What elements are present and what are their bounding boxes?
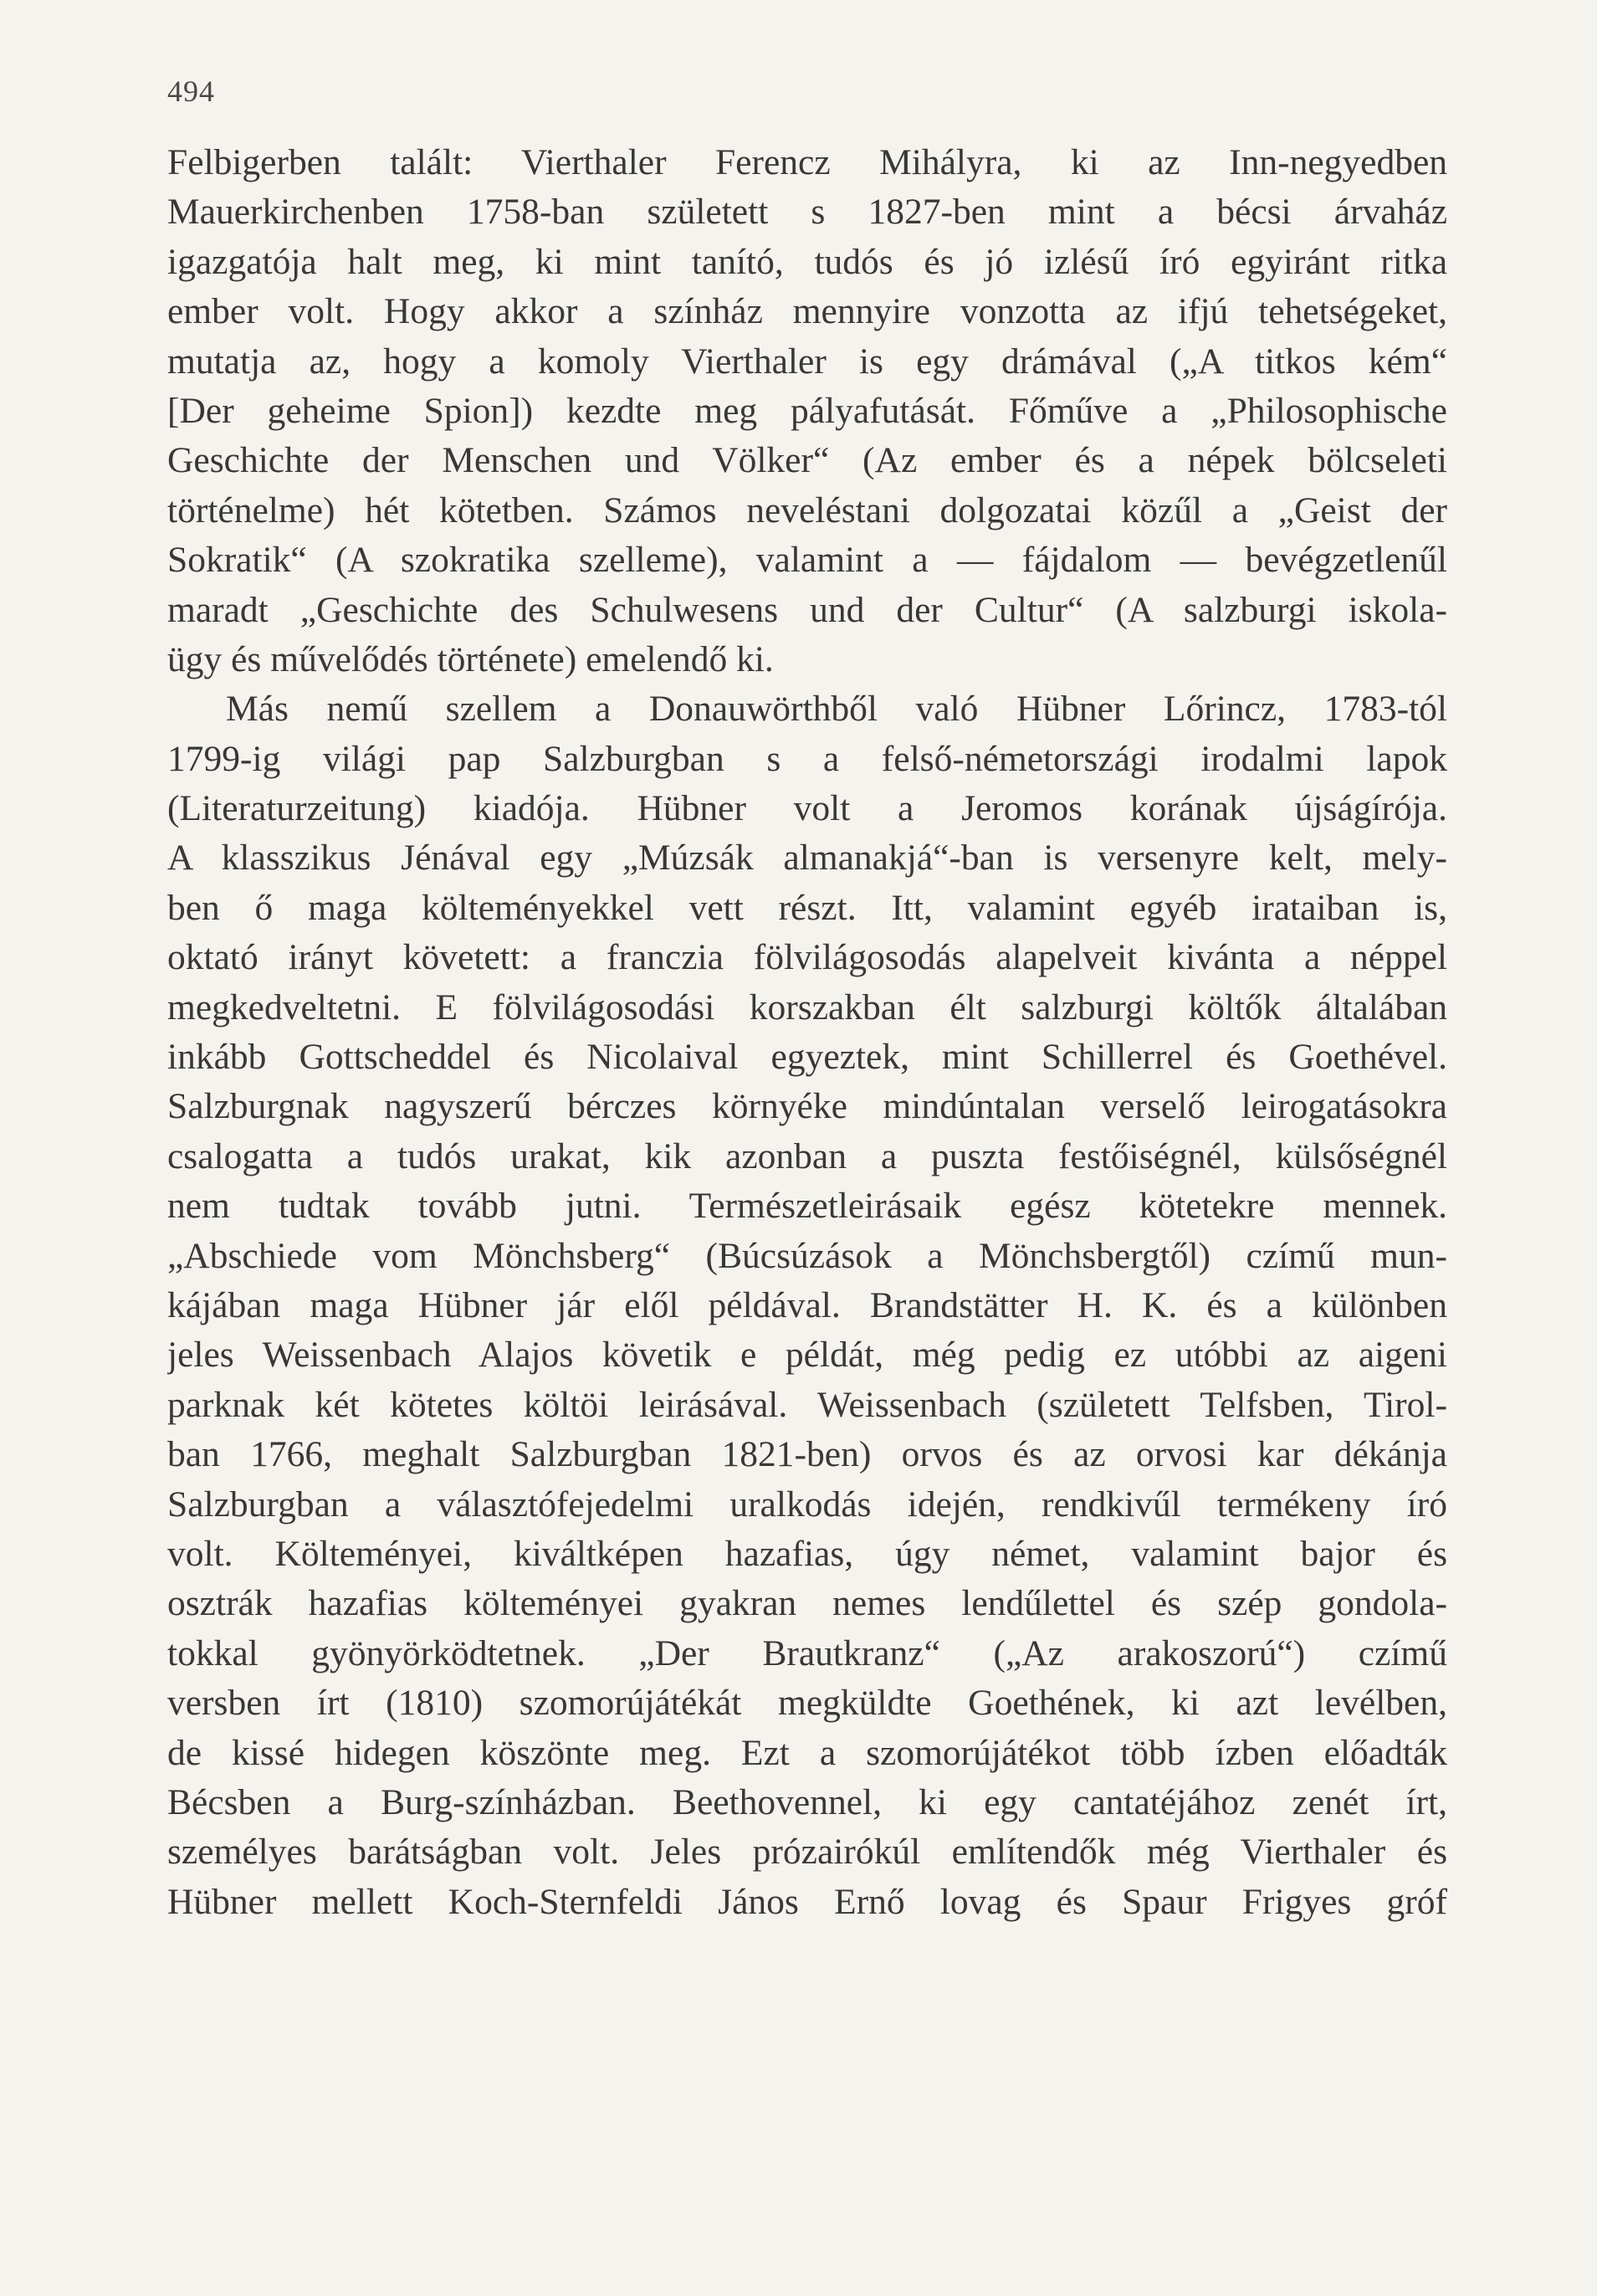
text-line: Mauerkirchenben 1758-ban született s 1827-ben mint a bécsi árvaház [167,192,1447,233]
text-line: Más nemű szellem a Donauwörthből való Hübner Lőrincz, 1783-tól [226,689,1447,730]
text-line: versben írt (1810) szomorújátékát megküldte Goethének, ki azt levélben, [167,1683,1447,1724]
text-line: Hübner mellett Koch-Sternfeldi János Ernő lovag és Spaur Frigyes gróf [167,1881,1447,1922]
text-line: igazgatója halt meg, ki mint tanító, tudós és jó izlésű író egyiránt ritka [167,241,1447,282]
text-line: (Literaturzeitung) kiadója. Hübner volt a Jeromos korának újságírója. [167,788,1447,829]
text-line: de kissé hidegen köszönte meg. Ezt a szomorújátékot több ízben előadták [167,1732,1447,1773]
text-line: személyes barátságban volt. Jeles prózairókúl említendők még Vierthaler és [167,1832,1447,1873]
text-line: Salzburgban a választófejedelmi uralkodás idején, rendkivűl termékeny író [167,1484,1447,1525]
text-line: „Abschiede vom Mönchsberg“ (Búcsúzások a Mönchsbergtől) czímű mun- [167,1235,1447,1276]
text-line: Salzburgnak nagyszerű bérczes környéke mindúntalan verselő leirogatásokra [167,1086,1447,1127]
text-line: tokkal gyönyörködtetnek. „Der Brautkranz“ („Az arakoszorú“) czímű [167,1632,1447,1673]
body-text [167,138,1447,1927]
text-line: osztrák hazafias költeményei gyakran nemes lendűlettel és szép gondola- [167,1583,1447,1624]
text-line: ben ő maga költeményekkel vett részt. Itt, valamint egyéb irataiban is, [167,887,1447,928]
text-line: parknak két kötetes költöi leirásával. Weissenbach (született Telfsben, Tirol- [167,1384,1447,1425]
text-line: Felbigerben talált: Vierthaler Ferencz Mihályra, ki az Inn-negyedben [167,142,1447,182]
text-line: történelme) hét kötetben. Számos neveléstani dolgozatai közűl a „Geist der [167,489,1447,530]
text-line: ember volt. Hogy akkor a színház mennyire vonzotta az ifjú tehetségeket, [167,291,1447,332]
text-line: [Der geheime Spion]) kezdte meg pályafutását. Főműve a „Philosophische [167,390,1447,431]
text-line: megkedveltetni. E fölvilágosodási korszakban élt salzburgi költők általában [167,987,1447,1028]
text-line: volt. Költeményei, kiváltképen hazafias, úgy német, valamint bajor és [167,1533,1447,1574]
text-line: Geschichte der Menschen und Völker“ (Az ember és a népek bölcseleti [167,440,1447,481]
text-line: ügy és művelődés története) emelendő ki. [167,638,774,679]
text-line: jeles Weissenbach Alajos követik e példát, még pedig ez utóbbi az aigeni [167,1335,1447,1376]
text-line: maradt „Geschichte des Schulwesens und der Cultur“ (A salzburgi iskola- [167,589,1447,630]
text-line: oktató irányt követett: a franczia fölvilágosodás alapelveit kivánta a néppel [167,937,1447,978]
page-number: 494 [167,74,215,108]
text-line: csalogatta a tudós urakat, kik azonban a puszta festőiségnél, külsőségnél [167,1135,1447,1176]
text-line: mutatja az, hogy a komoly Vierthaler is egy drámával („A titkos kém“ [167,341,1447,382]
text-line: inkább Gottscheddel és Nicolaival egyeztek, mint Schillerrel és Goethével. [167,1037,1447,1078]
text-line: Bécsben a Burg-színházban. Beethovennel, ki egy cantatéjához zenét írt, [167,1781,1447,1822]
text-line: ban 1766, meghalt Salzburgban 1821-ben) orvos és az orvosi kar dékánja [167,1434,1447,1475]
text-line: nem tudtak tovább jutni. Természetleirásaik egész kötetekre mennek. [167,1186,1447,1227]
text-line: kájában maga Hübner jár elől példával. Brandstätter H. K. és a különben [167,1284,1447,1325]
text-line: Sokratik“ (A szokratika szelleme), valamint a — fájdalom — bevégzetlenűl [167,540,1447,581]
text-line: 1799-ig világi pap Salzburgban s a felső-németországi irodalmi lapok [167,738,1447,779]
text-line: A klasszikus Jénával egy „Múzsák almanakjá“-ban is versenyre kelt, mely- [167,838,1447,879]
